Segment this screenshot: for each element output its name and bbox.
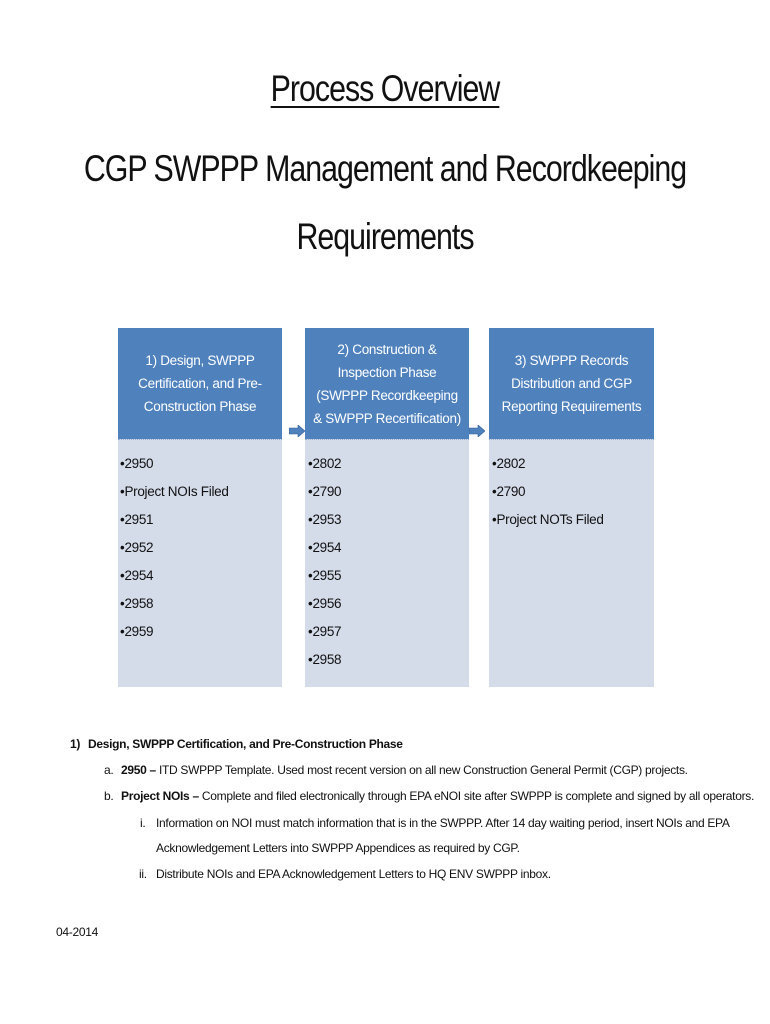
page-title: Process Overview — [270, 68, 500, 109]
section-title: Design, SWPPP Certification, and Pre-Construction Phase — [88, 737, 403, 751]
list-item: • 2802 — [308, 450, 469, 478]
phase-2-list — [305, 439, 469, 687]
list-item: • 2952 — [120, 534, 282, 562]
item-i-marker: i. — [140, 816, 146, 830]
list-item: • Project NOTs Filed — [492, 506, 654, 534]
list-item: • 2954 — [120, 562, 282, 590]
phase-1-list — [118, 439, 282, 687]
item-i-text-line1: Information on NOI must match information that is in the SWPPP. After 14 day waiting period, insert NOIs and EPA — [156, 816, 730, 830]
list-item: • Project NOIs Filed — [120, 478, 282, 506]
list-item: • 2953 — [308, 506, 469, 534]
phase-3-column — [489, 328, 654, 687]
arrow-right-icon — [289, 425, 305, 437]
list-item: • 2802 — [492, 450, 654, 478]
list-item: • 2950 — [120, 450, 282, 478]
page-subtitle-line2: Requirements — [296, 216, 474, 257]
item-b-label: Project NOIs – — [121, 789, 199, 803]
phase-1-heading: 1) Design, SWPPP Certification, and Pre-Construction Phase — [118, 328, 282, 439]
list-item: • 2790 — [308, 478, 469, 506]
list-item: • 2955 — [308, 562, 469, 590]
item-ii-text: Distribute NOIs and EPA Acknowledgement Letters to HQ ENV SWPPP inbox. — [156, 867, 551, 881]
list-item: • 2790 — [492, 478, 654, 506]
list-item: • 2956 — [308, 590, 469, 618]
item-a-label: 2950 – — [121, 763, 156, 777]
item-a-text: ITD SWPPP Template. Used most recent version on all new Construction General Permit (CGP) projects. — [158, 763, 688, 777]
list-item: • 2954 — [308, 534, 469, 562]
item-b-marker: b. — [104, 789, 114, 803]
phase-2-column — [305, 328, 469, 687]
footer-date: 04-2014 — [56, 925, 98, 939]
list-item: • 2958 — [308, 646, 469, 674]
section-number: 1) — [70, 737, 81, 751]
list-item: • 2958 — [120, 590, 282, 618]
phase-2-heading: 2) Construction & Inspection Phase (SWPPP Recordkeeping & SWPPP Recertification) — [305, 328, 469, 439]
item-ii-marker: ii. — [139, 867, 147, 881]
list-item: • 2959 — [120, 618, 282, 646]
item-b-text: Complete and filed electronically through EPA eNOI site after SWPPP is complete and signed by all operators. — [201, 789, 755, 803]
item-i-text-line2: Acknowledgement Letters into SWPPP Appendices as required by CGP. — [156, 841, 520, 855]
item-a-marker: a. — [104, 763, 114, 777]
list-item: • 2951 — [120, 506, 282, 534]
phase-1-column — [118, 328, 282, 687]
page-subtitle-line1: CGP SWPPP Management and Recordkeeping — [83, 148, 687, 189]
phase-3-list — [489, 439, 654, 687]
phase-3-heading: 3) SWPPP Records Distribution and CGP Reporting Requirements — [489, 328, 654, 439]
arrow-right-icon — [469, 425, 485, 437]
list-item: • 2957 — [308, 618, 469, 646]
